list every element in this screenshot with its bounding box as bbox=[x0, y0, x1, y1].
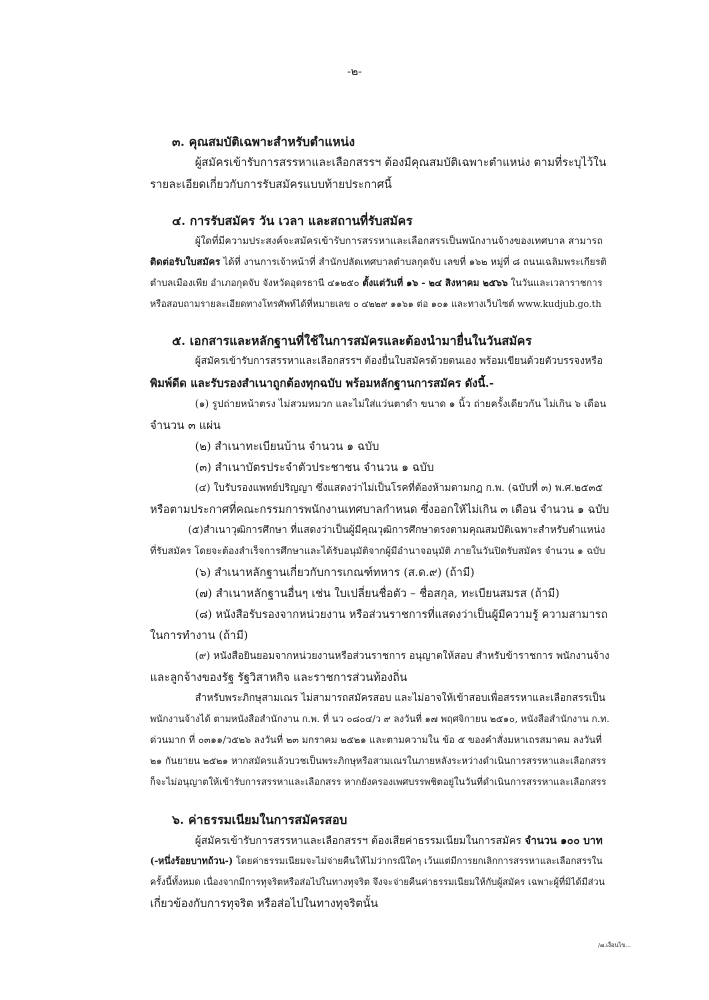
section5-item1a: (๑) รูปถ่ายหน้าตรง ไม่สวมหมวก และไม่ใส่แว่นตาดำ ขนาด ๑ นิ้ว ถ่ายครั้งเดียวกัน ไม่เกิน ๖ เดือน bbox=[195, 399, 607, 410]
section4-line3-suffix: ในวันและเวลาราชการ bbox=[507, 278, 603, 289]
section5-heading: ๕. เอกสารและหลักฐานที่ใช้ในการสมัครและต้องนำมายื่นในวันสมัคร bbox=[172, 334, 532, 348]
section6-fee-amount: จำนวน ๑๐๐ บาท bbox=[524, 835, 603, 847]
section5-item3: (๓) สำเนาบัตรประจำตัวประชาชน จำนวน ๑ ฉบับ bbox=[195, 461, 434, 474]
section5-item8b: ในการทำงาน (ถ้ามี) bbox=[150, 629, 248, 642]
section4-line2 bbox=[150, 255, 607, 271]
section5-monk-line3: ด่วนมาก ที่ ๐๓๑๑/ว๕๒๖ ลงวันที่ ๒๓ มกราคม ๒๕๒๑ และตามความใน ข้อ ๕ ของคำสั่งมหาเถรสมาคม ลงวันที่ bbox=[150, 735, 602, 746]
section4-line3 bbox=[150, 276, 602, 292]
section6-line1-prefix: ผู้สมัครเข้ารับการสรรหาและเลือกสรรฯ ต้องเสียค่าธรรมเนียมในการสมัคร bbox=[195, 835, 525, 847]
section5-item2: (๒) สำเนาทะเบียนบ้าน จำนวน ๑ ฉบับ bbox=[195, 440, 380, 453]
section5-monk-line5: ก็จะไม่อนุญาตให้เข้ารับการสรรหาและเลือกสรร หากยังครองเพศบรรพชิตอยู่ในวันที่ดำเนินการสรรหาและเลือกสรร bbox=[150, 777, 607, 788]
section5-item4a: (๔) ใบรับรองแพทย์ปริญญา ซึ่งแสดงว่าไม่เป็นโรคที่ต้องห้ามตามกฎ ก.พ. (ฉบับที่ ๓) พ.ศ.๒๕๓๕ bbox=[195, 483, 603, 494]
section5-monk-line2: พนักงานจ้างได้ ตามหนังสือสำนักงาน ก.พ. ที่ นว ๐๘๐๔/ว ๙ ลงวันที่ ๑๗ พฤศจิกายน ๒๕๑๐, หนังสือสำนักงาน ก.ท. bbox=[150, 714, 610, 725]
section4-line2-rest: ได้ที่ งานการเจ้าหน้าที่ สำนักปลัดเทศบาลตำบลกุดจับ เลขที่ ๑๖๒ หมู่ที่ ๘ ถนนเฉลิมพระเกียรติ bbox=[220, 257, 607, 268]
section5-item7: (๗) สำเนาหลักฐานอื่นๆ เช่น ใบเปลี่ยนชื่อตัว – ชื่อสกุล, ทะเบียนสมรส (ถ้ามี) bbox=[195, 587, 560, 600]
section5-item1b: จำนวน ๓ แผ่น bbox=[150, 419, 221, 432]
section6-line2-rest: โดยค่าธรรมเนียมจะไม่จ่ายคืนให้ไม่ว่ากรณีใดๆ เว้นแต่มีการยกเลิกการสรรหาและเลือกสรรใน bbox=[233, 856, 603, 867]
section5-item9a: (๙) หนังสือยินยอมจากหน่วยงานหรือส่วนราชการ อนุญาตให้สอบ สำหรับข้าราชการ พนักงานจ้าง bbox=[195, 651, 610, 662]
section5-item9b: และลูกจ้างของรัฐ รัฐวิสาหกิจ และราชการส่วนท้องถิ่น bbox=[150, 671, 408, 684]
section5-monk-line1: สำหรับพระภิกษุสามเณร ไม่สามารถสมัครสอบ และไม่อาจให้เข้าสอบเพื่อสรรหาและเลือกสรรเป็น bbox=[195, 693, 606, 704]
section5-intro1: ผู้สมัครเข้ารับการสรรหาและเลือกสรรฯ ต้องยื่นใบสมัครด้วยตนเอง พร้อมเขียนด้วยตัวบรรจงหรือ bbox=[195, 356, 603, 367]
section6-line3: ครั้งนี้ทั้งหมด เนื่องจากมีการทุจริตหรือส่อไปในทางทุจริต จึงจะจ่ายคืนค่าธรรมเนียมให้กับผู้สมัคร เฉพาะผู้ที่มิได้มีส่วน bbox=[150, 877, 605, 888]
section6-line1 bbox=[195, 833, 603, 849]
continuation-marker: /๗.เงื่อนไข... bbox=[598, 943, 631, 949]
section6-line2 bbox=[150, 854, 603, 870]
section4-line2-bold: ติดต่อรับใบสมัคร bbox=[150, 257, 221, 268]
section4-line1: ผู้ใดที่มีความประสงค์จะสมัครเข้ารับการสรรหาและเลือกสรรเป็นพนักงานจ้างของเทศบาล สามารถ bbox=[195, 236, 603, 247]
section5-item8a: (๘) หนังสือรับรองจากหน่วยงาน หรือส่วนราชการที่แสดงว่าเป็นผู้มีความรู้ ความสามารถ bbox=[195, 608, 608, 621]
section3-line1: ผู้สมัครเข้ารับการสรรหาและเลือกสรรฯ ต้องมีคุณสมบัติเฉพาะตำแหน่ง ตามที่ระบุไว้ใน bbox=[195, 156, 607, 169]
section6-line4: เกี่ยวข้องกับการทุจริต หรือส่อไปในทางทุจริตนั้น bbox=[150, 897, 379, 910]
section4-line4: หรือสอบถามรายละเอียดทางโทรศัพท์ได้ที่หมายเลข ๐ ๔๒๒๙ ๑๑๖๑ ต่อ ๑๐๑ และทางเว็บไซต์ www.kudjub.go.th bbox=[150, 299, 602, 310]
section4-line3-prefix: ตำบลเมืองเพีย อำเภอกุดจับ จังหวัดอุดรธานี ๔๑๒๕๐ bbox=[150, 278, 363, 289]
section3-heading: ๓. คุณสมบัติเฉพาะสำหรับตำแหน่ง bbox=[172, 135, 355, 149]
section5-item6: (๖) สำเนาหลักฐานเกี่ยวกับการเกณฑ์ทหาร (ส.ด.๙) (ถ้ามี) bbox=[195, 566, 475, 579]
section4-heading: ๔. การรับสมัคร วัน เวลา และสถานที่รับสมัคร bbox=[172, 214, 413, 228]
section6-fee-words: (-หนึ่งร้อยบาทถ้วน-) bbox=[150, 856, 234, 867]
section5-item5a: (๕)สำเนาวุฒิการศึกษา ที่แสดงว่าเป็นผู้มีคุณวุฒิการศึกษาตรงตามคุณสมบัติเฉพาะสำหรับตำแหน่ง bbox=[188, 525, 606, 536]
section3-line2: รายละเอียดเกี่ยวกับการรับสมัครแบบท้ายประกาศนี้ bbox=[150, 178, 392, 191]
page-number: -๒- bbox=[347, 65, 362, 78]
section5-item5b: ที่รับสมัคร โดยจะต้องสำเร็จการศึกษาและได้รับอนุมัติจากผู้มีอำนาจอนุมัติ ภายในวันปิดรับสมัคร จำนวน ๑ ฉบับ bbox=[150, 546, 606, 557]
section6-heading: ๖. ค่าธรรมเนียมในการสมัครสอบ bbox=[172, 813, 348, 827]
section4-application-dates: ตั้งแต่วันที่ ๑๖ - ๒๔ สิงหาคม ๒๕๖๖ bbox=[362, 278, 508, 289]
section5-item4b: หรือตามประกาศที่คณะกรรมการพนักงานเทศบาลกำหนด ซึ่งออกให้ไม่เกิน ๓ เดือน จำนวน ๑ ฉบับ bbox=[150, 503, 610, 516]
section5-monk-line4: ๒๑ กันยายน ๒๕๒๑ หากสมัครแล้วบวชเป็นพระภิกษุหรือสามเณรในภายหลังระหว่างดำเนินการสรรหาและเลือกสรร bbox=[150, 756, 607, 767]
section5-intro2: พิมพ์ดีด และรับรองสำเนาถูกต้องทุกฉบับ พร้อมหลักฐานการสมัคร ดังนี้.- bbox=[150, 376, 494, 390]
